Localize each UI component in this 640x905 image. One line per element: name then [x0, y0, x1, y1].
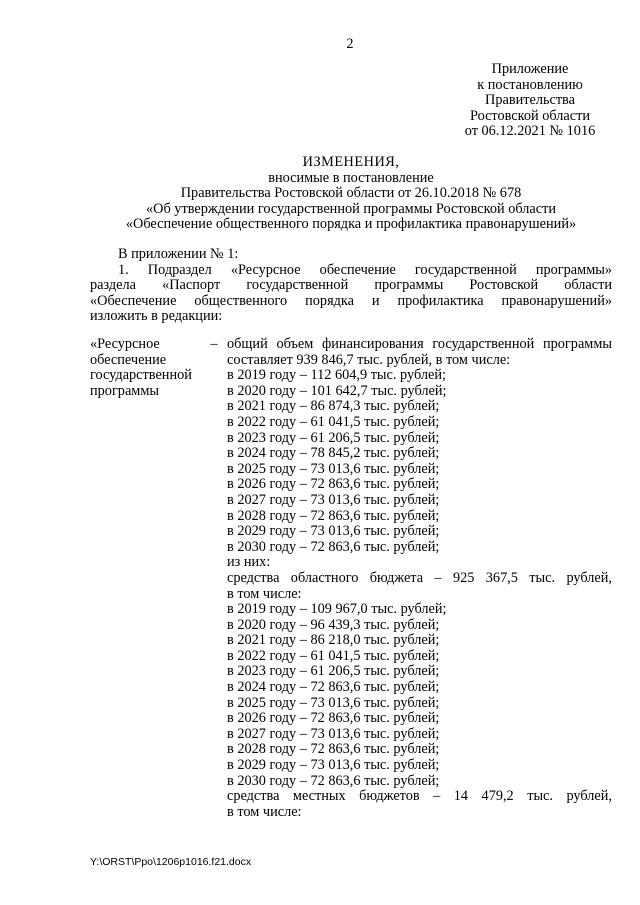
year-amount-line: в 2026 году – 72 863,6 тыс. рублей; — [227, 710, 440, 727]
total-years-list — [227, 368, 612, 555]
year-amount-line: в 2024 году – 72 863,6 тыс. рублей; — [227, 679, 440, 696]
intro-line: «Обеспечение общественного порядка и профилактика правонарушений» — [90, 292, 612, 309]
year-amount-line: в 2029 году – 73 013,6 тыс. рублей; — [227, 523, 440, 540]
year-amount-line: в 2028 году – 72 863,6 тыс. рублей; — [227, 507, 440, 524]
appendix-line: Правительства — [485, 92, 575, 109]
appendix-line: Ростовской области — [469, 107, 591, 124]
year-amount-line: в 2026 году – 72 863,6 тыс. рублей; — [227, 476, 440, 493]
year-amount-line: в 2027 году – 73 013,6 тыс. рублей; — [227, 491, 440, 508]
year-amount-line: в 2029 году – 73 013,6 тыс. рублей; — [227, 757, 440, 774]
intro-line: В приложении № 1: — [118, 246, 239, 262]
local-budget-line: в том числе: — [227, 803, 302, 820]
of-them-label: из них: — [227, 554, 271, 571]
year-amount-line: в 2025 году – 73 013,6 тыс. рублей; — [227, 694, 440, 711]
document-title — [90, 155, 612, 233]
year-amount-line: в 2024 году – 78 845,2 тыс. рублей; — [227, 445, 440, 462]
regional-years-list — [227, 602, 612, 789]
intro-paragraph — [90, 247, 612, 325]
intro-line: 1. Подраздел «Ресурсное обеспечение государственной программы» — [118, 261, 612, 278]
regional-budget-line: средства областного бюджета – 925 367,5 тыс. рублей, — [227, 569, 612, 586]
year-amount-line: в 2022 году – 61 041,5 тыс. рублей; — [227, 413, 440, 430]
year-amount-line: в 2030 году – 72 863,6 тыс. рублей; — [227, 772, 440, 789]
appendix-line: к постановлению — [477, 76, 583, 93]
title-line: «Об утверждении государственной программы Ростовской области — [145, 200, 556, 217]
title-heading: ИЗМЕНЕНИЯ, — [302, 154, 400, 170]
appendix-line: Приложение — [491, 61, 569, 77]
resource-label — [90, 337, 200, 399]
year-amount-line: в 2022 году – 61 041,5 тыс. рублей; — [227, 647, 440, 664]
title-line: Правительства Ростовской области от 26.10.2018 № 678 — [180, 185, 522, 202]
file-path-footer: Y:\ORST\Ppo\1206p1016.f21.docx — [90, 856, 252, 868]
year-amount-line: в 2023 году – 61 206,5 тыс. рублей; — [227, 429, 440, 446]
appendix-line: от 06.12.2021 № 1016 — [464, 123, 596, 140]
year-amount-line: в 2020 году – 96 439,3 тыс. рублей; — [227, 616, 440, 633]
label-line: программы — [90, 382, 160, 399]
year-amount-line: в 2021 году – 86 874,3 тыс. рублей; — [227, 398, 440, 415]
title-line: «Обеспечение общественного порядка и профилактика правонарушений» — [125, 216, 577, 233]
local-budget-line: средства местных бюджетов – 14 479,2 тыс. рублей, — [227, 788, 612, 805]
year-amount-line: в 2028 году – 72 863,6 тыс. рублей; — [227, 741, 440, 758]
year-amount-line: в 2025 году – 73 013,6 тыс. рублей; — [227, 460, 440, 477]
regional-budget-line: в том числе: — [227, 585, 302, 602]
year-amount-line: в 2030 году – 72 863,6 тыс. рублей; — [227, 538, 440, 555]
year-amount-line: в 2023 году – 61 206,5 тыс. рублей; — [227, 663, 440, 680]
year-amount-line: в 2019 году – 112 604,9 тыс. рублей; — [227, 367, 446, 384]
intro-line: изложить в редакции: — [90, 308, 223, 325]
year-amount-line: в 2019 году – 109 967,0 тыс. рублей; — [227, 601, 447, 618]
label-line: «Ресурсное — [90, 336, 160, 352]
label-line: государственной — [90, 367, 192, 384]
appendix-block — [430, 62, 630, 140]
dash-separator: – — [210, 336, 218, 352]
page-number: 2 — [346, 36, 354, 52]
title-line: вносимые в постановление — [268, 169, 434, 186]
year-amount-line: в 2020 году – 101 642,7 тыс. рублей; — [227, 382, 447, 399]
year-amount-line: в 2027 году – 73 013,6 тыс. рублей; — [227, 725, 440, 742]
label-line: обеспечение — [90, 351, 167, 368]
year-amount-line: в 2021 году – 86 218,0 тыс. рублей; — [227, 632, 440, 649]
resource-body — [227, 337, 612, 820]
intro-line: раздела «Паспорт государственной программы Ростовской области — [90, 277, 612, 294]
total-line: составляет 939 846,7 тыс. рублей, в том числе: — [227, 351, 511, 368]
total-line: общий объем финансирования государственной программы — [227, 336, 612, 352]
